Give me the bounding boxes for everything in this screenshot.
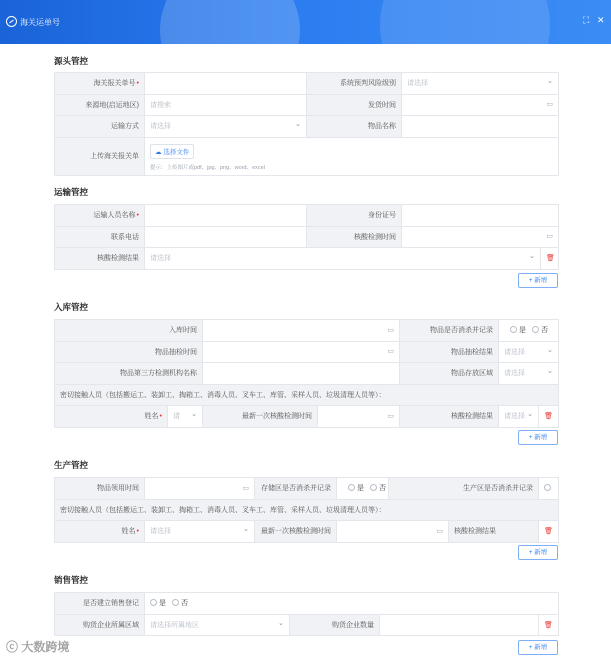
- radio-yes: [510, 326, 517, 333]
- chevron-down-icon: ⌄: [547, 346, 554, 354]
- choose-file-button[interactable]: ☁ 选择文件: [150, 144, 194, 159]
- storage-result-label: 核酸检测结果: [400, 406, 499, 428]
- sample-time-label: 物品抽检时间: [55, 341, 203, 363]
- test-time-label: 核酸检测时间: [307, 226, 402, 248]
- calendar-icon: ▭: [436, 527, 444, 535]
- risk-level-label: 系统预判风险级别: [307, 73, 402, 95]
- transport-form: [54, 204, 559, 270]
- upload-label: 上传海关报关单: [55, 137, 145, 175]
- register-radio-group[interactable]: 是 否: [145, 593, 559, 615]
- upload-hint: 提示：上传图片或pdf、jpg、png、word、excel: [150, 164, 265, 171]
- chevron-down-icon: ⌄: [547, 368, 554, 376]
- qty-input[interactable]: [380, 614, 539, 636]
- restore-icon[interactable]: ⛶: [583, 15, 590, 25]
- radio-no: [532, 326, 539, 333]
- storage-disinfect-radio-group[interactable]: 是 否: [337, 478, 389, 500]
- production-contacts-label: 密切接触人员（包括搬运工、装卸工、掏箱工、消毒人员、叉车工、库管、采样人员、垃圾清理人员等）：: [55, 499, 559, 521]
- register-label: 是否建立销售登记: [55, 593, 145, 615]
- radio-yes: [348, 484, 355, 491]
- section-title-sales: 销售管控: [54, 575, 89, 585]
- qty-label: 购货企业数量: [290, 614, 380, 636]
- decor-bubble: [380, 0, 550, 44]
- transport-mode-label: 运输方式: [55, 116, 145, 138]
- radio-no: [172, 599, 179, 606]
- region-select[interactable]: 请选择所属地区 ⌄: [145, 614, 290, 636]
- production-name-label: 姓名•: [55, 521, 145, 543]
- person-input[interactable]: [145, 205, 307, 227]
- source-form: [54, 72, 559, 176]
- sample-result-label: 物品抽检结果: [400, 341, 499, 363]
- storage-latest-time-label: 最新一次核酸检测时间: [203, 406, 318, 428]
- in-time-label: 入库时间: [55, 320, 203, 342]
- production-latest-time-label: 最新一次核酸检测时间: [255, 521, 337, 543]
- section-title-production: 生产管控: [54, 460, 89, 470]
- section-title-transport: 运输管控: [54, 187, 89, 197]
- third-party-label: 物品第三方检测机构名称: [55, 363, 203, 385]
- delete-icon[interactable]: 🗑: [541, 248, 559, 270]
- calendar-icon: ▭: [387, 348, 395, 356]
- area-select[interactable]: 请选择 ⌄: [499, 363, 559, 385]
- section-title-source: 源头管控: [54, 56, 89, 66]
- person-label: 运输人员名称•: [55, 205, 145, 227]
- chevron-down-icon: ⌄: [547, 78, 553, 86]
- calendar-icon: ▭: [546, 101, 553, 109]
- calendar-icon: ▭: [387, 326, 395, 334]
- id-card-label: 身份证号: [307, 205, 402, 227]
- close-icon[interactable]: ✕: [597, 15, 605, 25]
- phone-label: 联系电话: [55, 226, 145, 248]
- disinfect-radio-group[interactable]: 是 否: [499, 320, 559, 342]
- add-storage-contact-button[interactable]: + 新增: [518, 430, 558, 445]
- chevron-down-icon: ⌄: [295, 121, 301, 129]
- chevron-down-icon: ⌄: [191, 411, 197, 419]
- storage-contacts-label: 密切接触人员（包括搬运工、装卸工、掏箱工、消毒人员、叉车工、库管、采样人员、垃圾清理人员等）：: [55, 384, 559, 406]
- third-party-input[interactable]: [203, 363, 400, 385]
- customs-no-label: 海关报关单号•: [55, 73, 145, 95]
- origin-label: 来源地(启运地区): [55, 94, 145, 116]
- chevron-down-icon: ⌄: [529, 253, 535, 261]
- storage-name-select[interactable]: 请 ⌄: [168, 406, 203, 428]
- storage-latest-time-picker[interactable]: [318, 406, 400, 428]
- prod-disinfect-label: 生产区是否消杀并记录: [389, 478, 539, 500]
- decor-bubble: [160, 0, 300, 44]
- section-title-storage: 入库管控: [54, 302, 89, 312]
- radio-yes: [150, 599, 157, 606]
- storage-name-label: 姓名•: [55, 406, 168, 428]
- region-label: 购货企业所属区域: [55, 614, 145, 636]
- upload-cell: [145, 137, 559, 175]
- item-name-input[interactable]: [402, 116, 559, 138]
- production-result-label: 核酸检测结果: [449, 521, 539, 543]
- test-result-label: 核酸检测结果: [55, 248, 145, 270]
- item-name-label: 物品名称: [307, 116, 402, 138]
- production-name-select[interactable]: 请选择 ⌄: [145, 521, 255, 543]
- watermark-logo-icon: ⓒ: [6, 640, 19, 654]
- ship-time-picker[interactable]: [402, 94, 559, 116]
- storage-disinfect-label: 存储区是否消杀并记录: [255, 478, 337, 500]
- add-production-contact-button[interactable]: + 新增: [518, 545, 558, 560]
- delete-icon[interactable]: 🗑: [539, 614, 559, 636]
- sales-form: [54, 592, 559, 636]
- in-time-picker[interactable]: [203, 320, 400, 342]
- storage-result-select[interactable]: 请选择 ⌄: [499, 406, 539, 428]
- storage-form: [54, 319, 559, 428]
- upload-cloud-icon: ☁: [155, 148, 162, 156]
- window-title: 海关运单号: [20, 18, 60, 27]
- chevron-down-icon: ⌄: [278, 619, 284, 627]
- production-form: [54, 477, 559, 543]
- watermark: ⓒ 大数跨境: [6, 640, 70, 654]
- area-label: 物品存放区域: [400, 363, 499, 385]
- origin-search-input[interactable]: 请搜索: [145, 94, 307, 116]
- production-latest-time-picker[interactable]: [337, 521, 449, 543]
- ship-time-label: 发货时间: [307, 94, 402, 116]
- title-bar: [0, 0, 611, 44]
- app-logo-icon: [6, 16, 17, 27]
- radio-yes: [544, 484, 551, 491]
- add-sales-button[interactable]: + 新增: [518, 640, 558, 655]
- risk-level-select[interactable]: 请选择 ⌄: [402, 73, 559, 95]
- calendar-icon: ▭: [387, 412, 395, 420]
- test-result-select[interactable]: 请选择 ⌄: [145, 248, 541, 270]
- chevron-down-icon: ⌄: [527, 411, 534, 419]
- phone-input[interactable]: [145, 226, 307, 248]
- sample-result-select[interactable]: 请选择 ⌄: [499, 341, 559, 363]
- calendar-icon: ▭: [546, 233, 553, 241]
- sample-time-picker[interactable]: [203, 341, 400, 363]
- transport-mode-select[interactable]: 请选择 ⌄: [145, 116, 307, 138]
- chevron-down-icon: ⌄: [243, 526, 250, 534]
- receive-time-picker[interactable]: [145, 478, 255, 500]
- calendar-icon: ▭: [242, 484, 250, 492]
- prod-disinfect-radio-group[interactable]: [539, 478, 559, 500]
- id-card-input[interactable]: [402, 205, 559, 227]
- delete-icon[interactable]: 🗑: [539, 406, 559, 428]
- radio-no: [370, 484, 377, 491]
- customs-no-input[interactable]: [145, 73, 307, 95]
- test-time-picker[interactable]: [402, 226, 559, 248]
- disinfect-label: 物品是否消杀并记录: [400, 320, 499, 342]
- receive-time-label: 物品领用时间: [55, 478, 145, 500]
- delete-icon[interactable]: 🗑: [539, 521, 559, 543]
- add-transport-button[interactable]: + 新增: [518, 273, 558, 288]
